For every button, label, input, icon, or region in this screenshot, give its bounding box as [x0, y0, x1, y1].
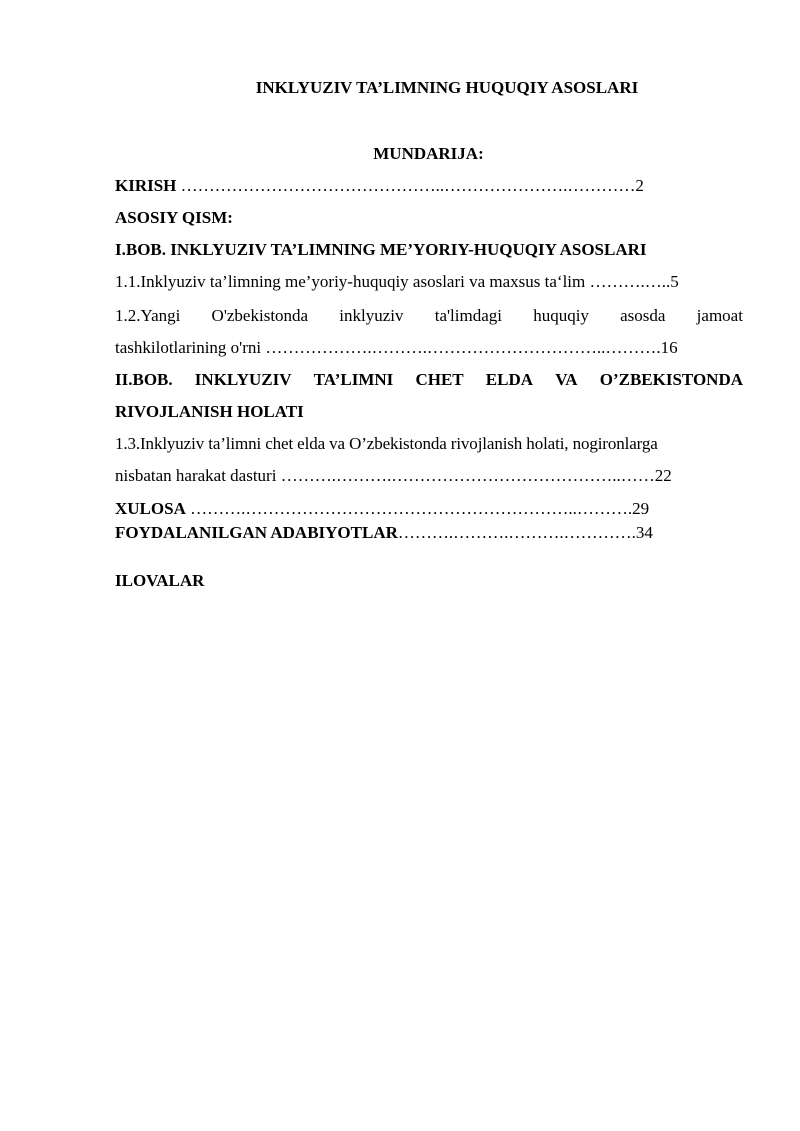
toc-page-number: 2 — [635, 176, 644, 195]
toc-page-number: 29 — [632, 499, 650, 518]
toc-leader: ……….……….……….…………. — [397, 523, 636, 542]
toc-leader: ……….…………………………………………………..………. — [185, 499, 633, 518]
toc-word: CHET — [415, 370, 464, 389]
toc-entry-1-3-line1: 1.3.Inklyuziv ta’limni chet elda va O’zbekistonda rivojlanish holati, nogironlarga — [115, 434, 658, 453]
toc-entry-1-1: 1.1.Inklyuziv ta’limning me’yoriy-huquqiy asoslari va maxsus ta‘lim ……….…..5 — [115, 272, 679, 291]
toc-word: INKLYUZIV — [194, 370, 292, 389]
toc-chapter-1: I.BOB. INKLYUZIV TA’LIMNING ME’YORIY-HUQUQIY ASOSLARI — [115, 240, 647, 259]
toc-chapter-2-line1 — [115, 370, 743, 390]
toc-section-asosiy: ASOSIY QISM: — [115, 208, 233, 227]
toc-entry-label: FOYDALANILGAN ADABIYOTLAR — [115, 523, 398, 542]
toc-entry-1-2-line1 — [115, 306, 743, 326]
toc-word: O’ZBEKISTONDA — [599, 370, 743, 389]
toc-leader: ………………………………………..………………….………… — [176, 176, 636, 195]
toc-word: ELDA — [485, 370, 534, 389]
toc-word: inklyuziv — [339, 306, 404, 325]
toc-entry-label: XULOSA — [115, 499, 186, 518]
toc-entry-kirish — [115, 176, 644, 196]
toc-word: O'zbekistonda — [211, 306, 309, 325]
toc-entry-1-3-line2: nisbatan harakat dasturi ……….……….…………………………………..……22 — [115, 466, 672, 485]
toc-entry-xulosa — [115, 499, 649, 519]
toc-word: TA’LIMNI — [313, 370, 394, 389]
toc-chapter-2-line2: RIVOJLANISH HOLATI — [115, 402, 304, 421]
toc-word: ta'limdagi — [434, 306, 502, 325]
toc-word: huquqiy — [533, 306, 589, 325]
toc-entry-1-2-line2: tashkilotlarining o'rni ……………….……….…………………………..……….16 — [115, 338, 678, 357]
toc-entry-label: KIRISH — [115, 176, 177, 195]
toc-entry-ilovalar: ILOVALAR — [115, 571, 205, 590]
document-title: INKLYUZIV TA’LIMNING HUQUQIY ASOSLARI — [255, 78, 639, 97]
toc-word: 1.2.Yangi — [115, 306, 181, 325]
toc-word: VA — [555, 370, 578, 389]
toc-heading: MUNDARIJA: — [373, 144, 484, 163]
toc-entry-foydalanilgan — [115, 523, 653, 543]
toc-word: jamoat — [696, 306, 743, 325]
toc-page-number: 34 — [635, 523, 653, 542]
toc-word: asosda — [620, 306, 666, 325]
toc-word: II.BOB. — [115, 370, 173, 389]
